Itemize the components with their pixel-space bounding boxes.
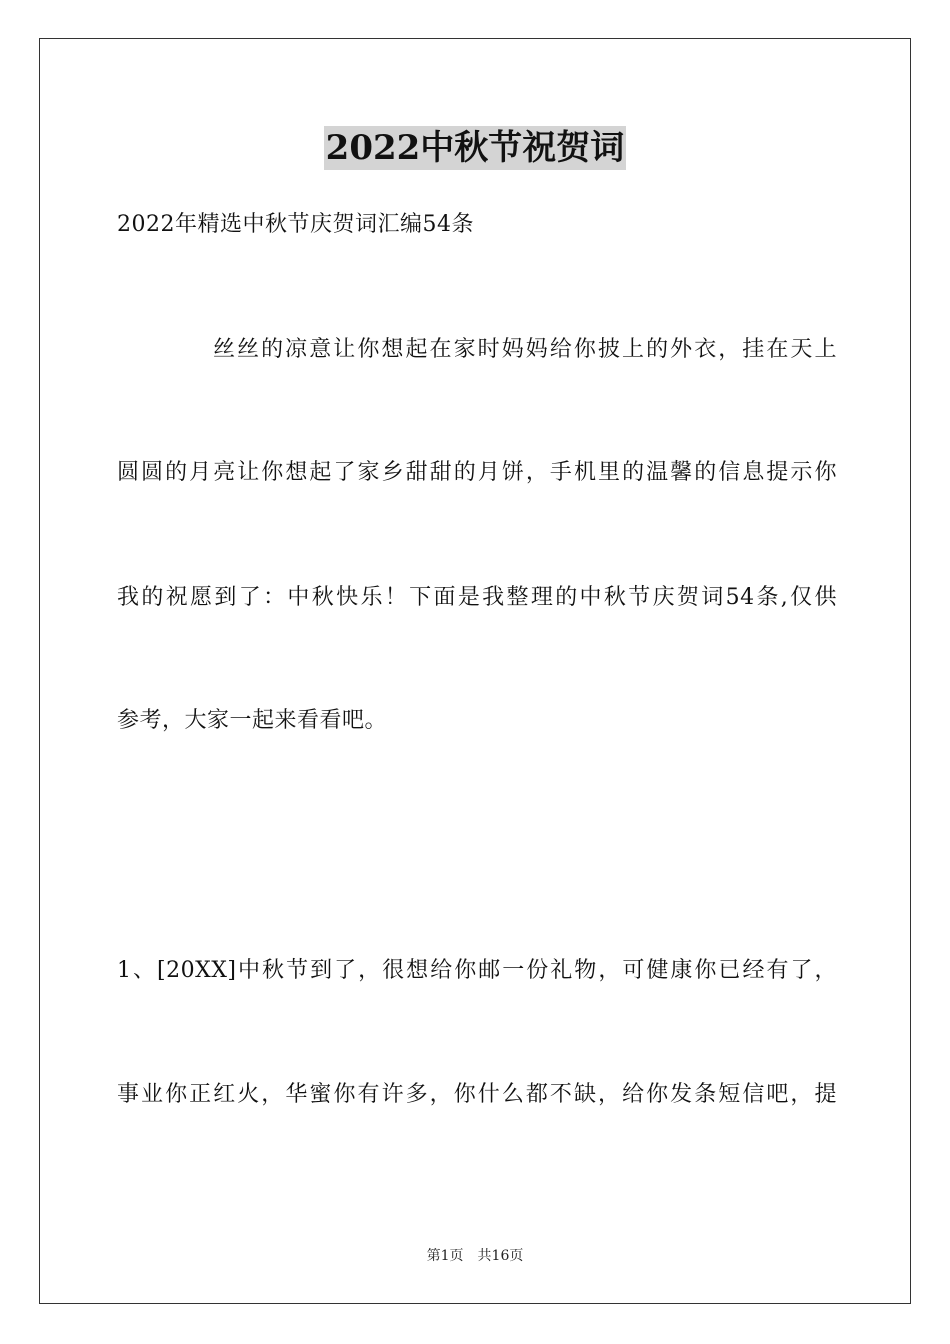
page-number: 第1页 (426, 1248, 464, 1264)
page-total: 共16页 (477, 1248, 524, 1264)
document-subtitle: 2022年精选中秋节庆贺词汇编54条 (117, 212, 474, 237)
paragraph-line: 我的祝愿到了：中秋快乐！下面是我整理的中秋节庆贺词54条,仅供 (117, 585, 837, 610)
paragraph-line: 圆圆的月亮让你想起了家乡甜甜的月饼，手机里的温馨的信息提示你 (117, 460, 837, 485)
paragraph-line: 参考，大家一起来看看吧。 (117, 708, 388, 733)
paragraph-line: 事业你正红火，华蜜你有许多，你什么都不缺，给你发条短信吧，提 (117, 1082, 837, 1107)
document-title: 2022中秋节祝贺词 (325, 128, 625, 168)
paragraph-line: 1、[20XX]中秋节到了，很想给你邮一份礼物，可健康你已经有了， (117, 958, 837, 983)
page-footer (0, 1246, 950, 1266)
title-container (0, 126, 950, 170)
paragraph-line: 丝丝的凉意让你想起在家时妈妈给你披上的外衣，挂在天上 (213, 337, 837, 362)
